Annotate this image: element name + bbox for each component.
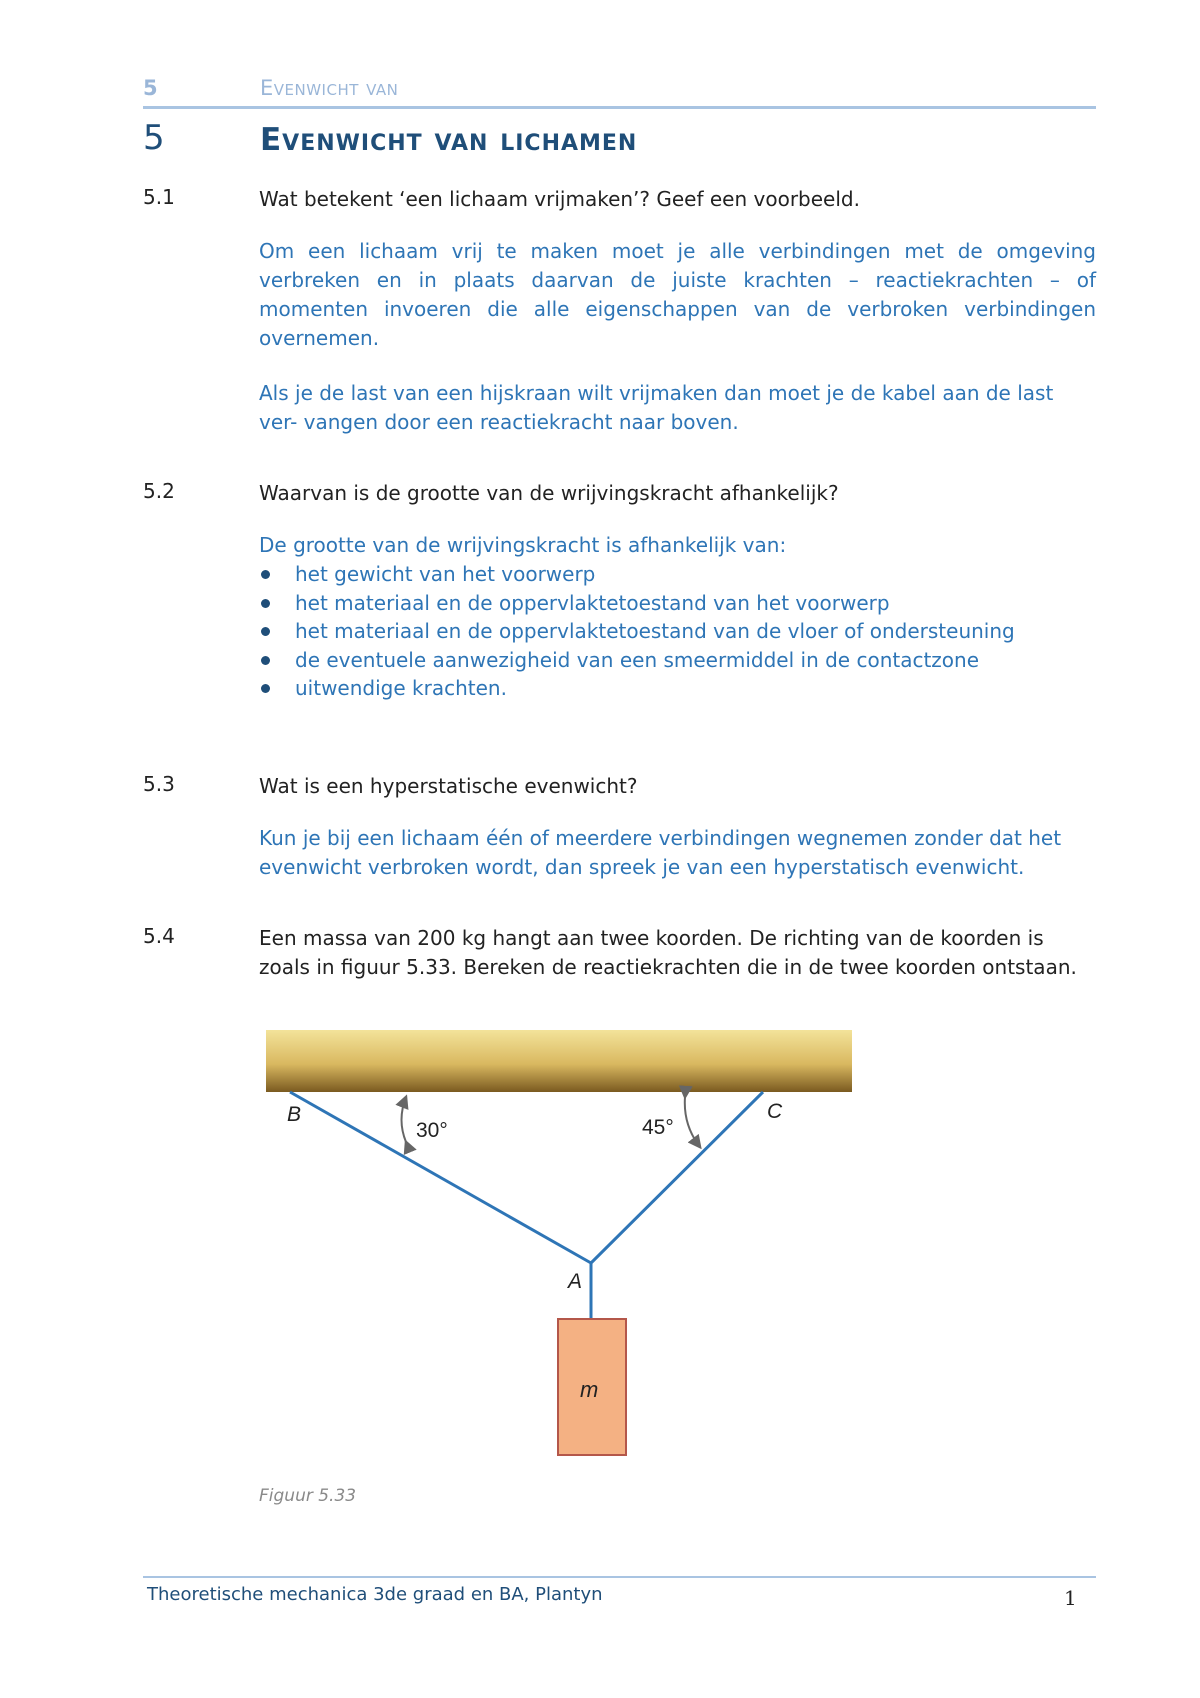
question-text-5-2: Waarvan is de grootte van de wrijvingskracht afhankelijk? (259, 481, 839, 505)
question-number-5-4: 5.4 (143, 924, 175, 948)
chapter-title: Evenwicht van lichamen (260, 122, 638, 158)
figure-5-33 (258, 1025, 858, 1465)
ceiling-beam (266, 1030, 852, 1092)
list-item-text: het gewicht van het voorwerp (295, 562, 596, 586)
footer-rule (143, 1576, 1096, 1578)
point-label-b: B (287, 1103, 302, 1126)
question-text-5-1: Wat betekent ‘een lichaam vrijmaken’? Geef een voorbeeld. (259, 187, 860, 211)
list-item (259, 674, 1096, 703)
list-item-text: uitwendige krachten. (295, 676, 507, 700)
bullet-icon (261, 627, 270, 636)
answer-5-1-paragraph-1: Om een lichaam vrij te maken moet je alle verbindingen met de omgeving verbreken en in plaats daarvan de juiste krachten – reactiekrachten – of momenten invoeren die alle eigenschappen van de verbroken verbindingen overnemen. (259, 239, 1096, 350)
figure-caption: Figuur 5.33 (259, 1486, 357, 1506)
question-number-5-2: 5.2 (143, 479, 175, 503)
page-number: 1 (1064, 1586, 1077, 1610)
chapter-number: 5 (143, 118, 165, 158)
running-header-title: Evenwicht van (260, 76, 399, 100)
question-number-5-1: 5.1 (143, 185, 175, 209)
list-item (259, 560, 1096, 589)
answer-5-1-paragraph-2: Als je de last van een hijskraan wilt vrijmaken dan moet je de kabel aan de last ver- vangen door een reactiekracht naar boven. (259, 381, 1054, 434)
list-item-text: de eventuele aanwezigheid van een smeermiddel in de contactzone (295, 647, 980, 672)
mass-label: m (580, 1377, 599, 1402)
answer-5-2-list (259, 560, 1096, 703)
answer-5-3: Kun je bij een lichaam één of meerdere verbindingen wegnemen zonder dat het evenwicht verbroken wordt, dan spreek je van een hyperstatisch evenwicht. (259, 826, 1062, 879)
list-item (259, 589, 1096, 618)
angle-arrow-30 (402, 1097, 407, 1142)
bullet-icon (261, 599, 270, 608)
point-label-a: A (568, 1270, 583, 1293)
footer-text: Theoretische mechanica 3de graad en BA, Plantyn (147, 1584, 603, 1605)
question-text-5-3: Wat is een hyperstatische evenwicht? (259, 774, 638, 798)
bullet-icon (261, 570, 270, 579)
bullet-icon (261, 684, 270, 693)
bullet-icon (261, 656, 270, 665)
point-label-c: C (767, 1100, 783, 1123)
cord-ab (290, 1092, 591, 1263)
answer-5-2-intro: De grootte van de wrijvingskracht is afhankelijk van: (259, 533, 787, 557)
question-number-5-3: 5.3 (143, 772, 175, 796)
angle-arrow-45 (685, 1097, 700, 1147)
list-item-text: het materiaal en de oppervlaktetoestand van het voorwerp (295, 590, 890, 615)
list-item (259, 617, 1096, 646)
list-item (259, 646, 1096, 675)
running-header (143, 74, 1096, 109)
running-header-number: 5 (143, 76, 158, 100)
angle-label-30: 30° (416, 1119, 448, 1142)
list-item-text: het materiaal en de oppervlaktetoestand van de vloer of ondersteuning (295, 619, 1015, 643)
question-text-5-4: Een massa van 200 kg hangt aan twee koorden. De richting van de koorden is zoals in figuur 5.33. Bereken de reactiekrachten die in de twee koorden ontstaan. (259, 926, 1077, 979)
angle-label-45: 45° (642, 1116, 674, 1139)
cord-ac (591, 1092, 763, 1263)
